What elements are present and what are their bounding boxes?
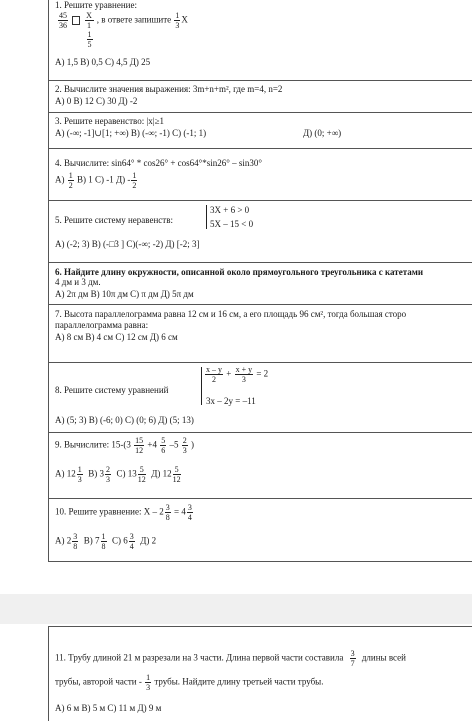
- question-9: [48, 432, 472, 498]
- q8-equation-1: $\frac{x - y}{2}$ + $\frac{x + y}{3}$ = 2: [206, 365, 269, 384]
- q11-line-2: трубы, авторой части - $\frac{1}{3}$ трубы. Найдите длину третьей части трубы.: [55, 673, 324, 692]
- question-5: [48, 200, 472, 262]
- q5-inequality-1: 3X + 6 > 0: [210, 205, 250, 215]
- q6-title-cont: 4 дм и 3 дм.: [55, 277, 101, 287]
- q7-answers: А) 8 см В) 4 см С) 12 см Д) 6 см: [55, 332, 178, 342]
- q1-fraction-1: $\frac{45}{36}$: [59, 11, 67, 30]
- q1-fraction-2: X 1 1 5: [86, 11, 92, 49]
- q1-equation: $\frac{45}{36}$ X 1 1 5 , в ответе запишите $\frac{1}{3}$ X: [59, 11, 188, 49]
- q3-answer-d: Д) (0; +∞): [303, 128, 342, 138]
- q7-title-cont: параллелограмма равна:: [55, 320, 149, 330]
- q2-answers: А) 0 В) 12 С) 30 Д) -2: [55, 96, 138, 106]
- q8-answers: А) (5; 3) В) (-6; 0) С) (0; 6) Д) (5; 13): [55, 415, 194, 425]
- q8-system-brace: [201, 367, 202, 405]
- q10-answers: А) 2 $\frac{3}{8}$ В) 7 $\frac{1}{8}$ С) 6 $\frac{3}{4}$ Д) 2: [55, 532, 157, 551]
- page-gap: [0, 594, 472, 624]
- q1-box-symbol: [72, 16, 80, 25]
- q7-title: 7. Высота параллелограмма равна 12 см и 16 см, а его площадь 96 см², тогда большая сторо: [55, 309, 407, 319]
- q8-equation-2: 3x – 2y = –11: [206, 396, 256, 406]
- question-4: [48, 148, 472, 200]
- question-7: [48, 304, 472, 362]
- q4-fraction-d: $\frac{1}{2}$: [132, 171, 137, 190]
- q9-answers: А) 12 $\frac{1}{3}$ В) 3 $\frac{2}{3}$ С) 13 $\frac{5}{12}$ Д) 12 $\frac{5}{12}$: [55, 465, 181, 484]
- question-10: [48, 498, 472, 562]
- question-8: [48, 362, 472, 432]
- q10-equation: 10. Решите уравнение: X – 2 $\frac{3}{8}$ = 4 $\frac{3}{4}$: [55, 503, 192, 522]
- q3-answers: А) (-∞; -1]∪[1; +∞) В) (-∞; -1) С) (-1; 1): [55, 128, 207, 138]
- q4-answers: А) $\frac{1}{2}$ В) 1 С) -1 Д) - $\frac{1}{2}$: [55, 171, 137, 190]
- q9-expression: 9. Вычислите: 15-(3 $\frac{15}{12}$ +4 $\frac{5}{6}$ –5 $\frac{2}{3}$ ): [55, 436, 194, 455]
- q4-title: 4. Вычислите: sin64° * cos26° + cos64°*sin26° – sin30°: [55, 158, 262, 168]
- question-3: [48, 112, 472, 148]
- q11-line-1: 11. Трубу длиной 21 м разрезали на 3 части. Длина первой части составила $\frac{3}{7}$ длины всей: [55, 649, 406, 668]
- worksheet-sheet-2: [0, 624, 472, 721]
- q1-title: 1. Решите уравнение:: [55, 0, 137, 10]
- q5-title: 5. Решите систему неравенств:: [55, 215, 173, 225]
- q1-fraction-3: $\frac{1}{3}$: [175, 11, 180, 30]
- q6-answers: А) 2π дм В) 10π дм С) π дм Д) 5π дм: [55, 289, 194, 299]
- q5-answers: А) (-2; 3) В) (-□3 ] С)(-∞; -2) Д) [-2; 3]: [55, 239, 200, 249]
- q5-system-brace: [206, 205, 207, 229]
- question-11: [48, 626, 472, 721]
- question-6: [48, 262, 472, 304]
- q5-inequality-2: 5X – 15 < 0: [210, 219, 254, 229]
- question-2: [48, 80, 472, 112]
- q6-title: 6. Найдите длину окружности, описанной около прямоугольного треугольника с катетами: [55, 267, 424, 277]
- q1-instruction: , в ответе запишите: [96, 14, 172, 25]
- q1-answers: А) 1,5 В) 0,5 С) 4,5 Д) 25: [55, 57, 151, 67]
- q4-fraction-a: $\frac{1}{2}$: [68, 171, 73, 190]
- q8-title: 8. Решите систему уравнений: [55, 385, 169, 395]
- question-1: [48, 0, 472, 80]
- q3-title: 3. Решите неравенство: |x|≥1: [55, 116, 165, 126]
- q2-title: 2. Вычислите значения выражения: 3m+n+m², где m=4, n=2: [55, 84, 283, 94]
- q11-answers: А) 6 м В) 5 м С) 11 м Д) 9 м: [55, 703, 162, 713]
